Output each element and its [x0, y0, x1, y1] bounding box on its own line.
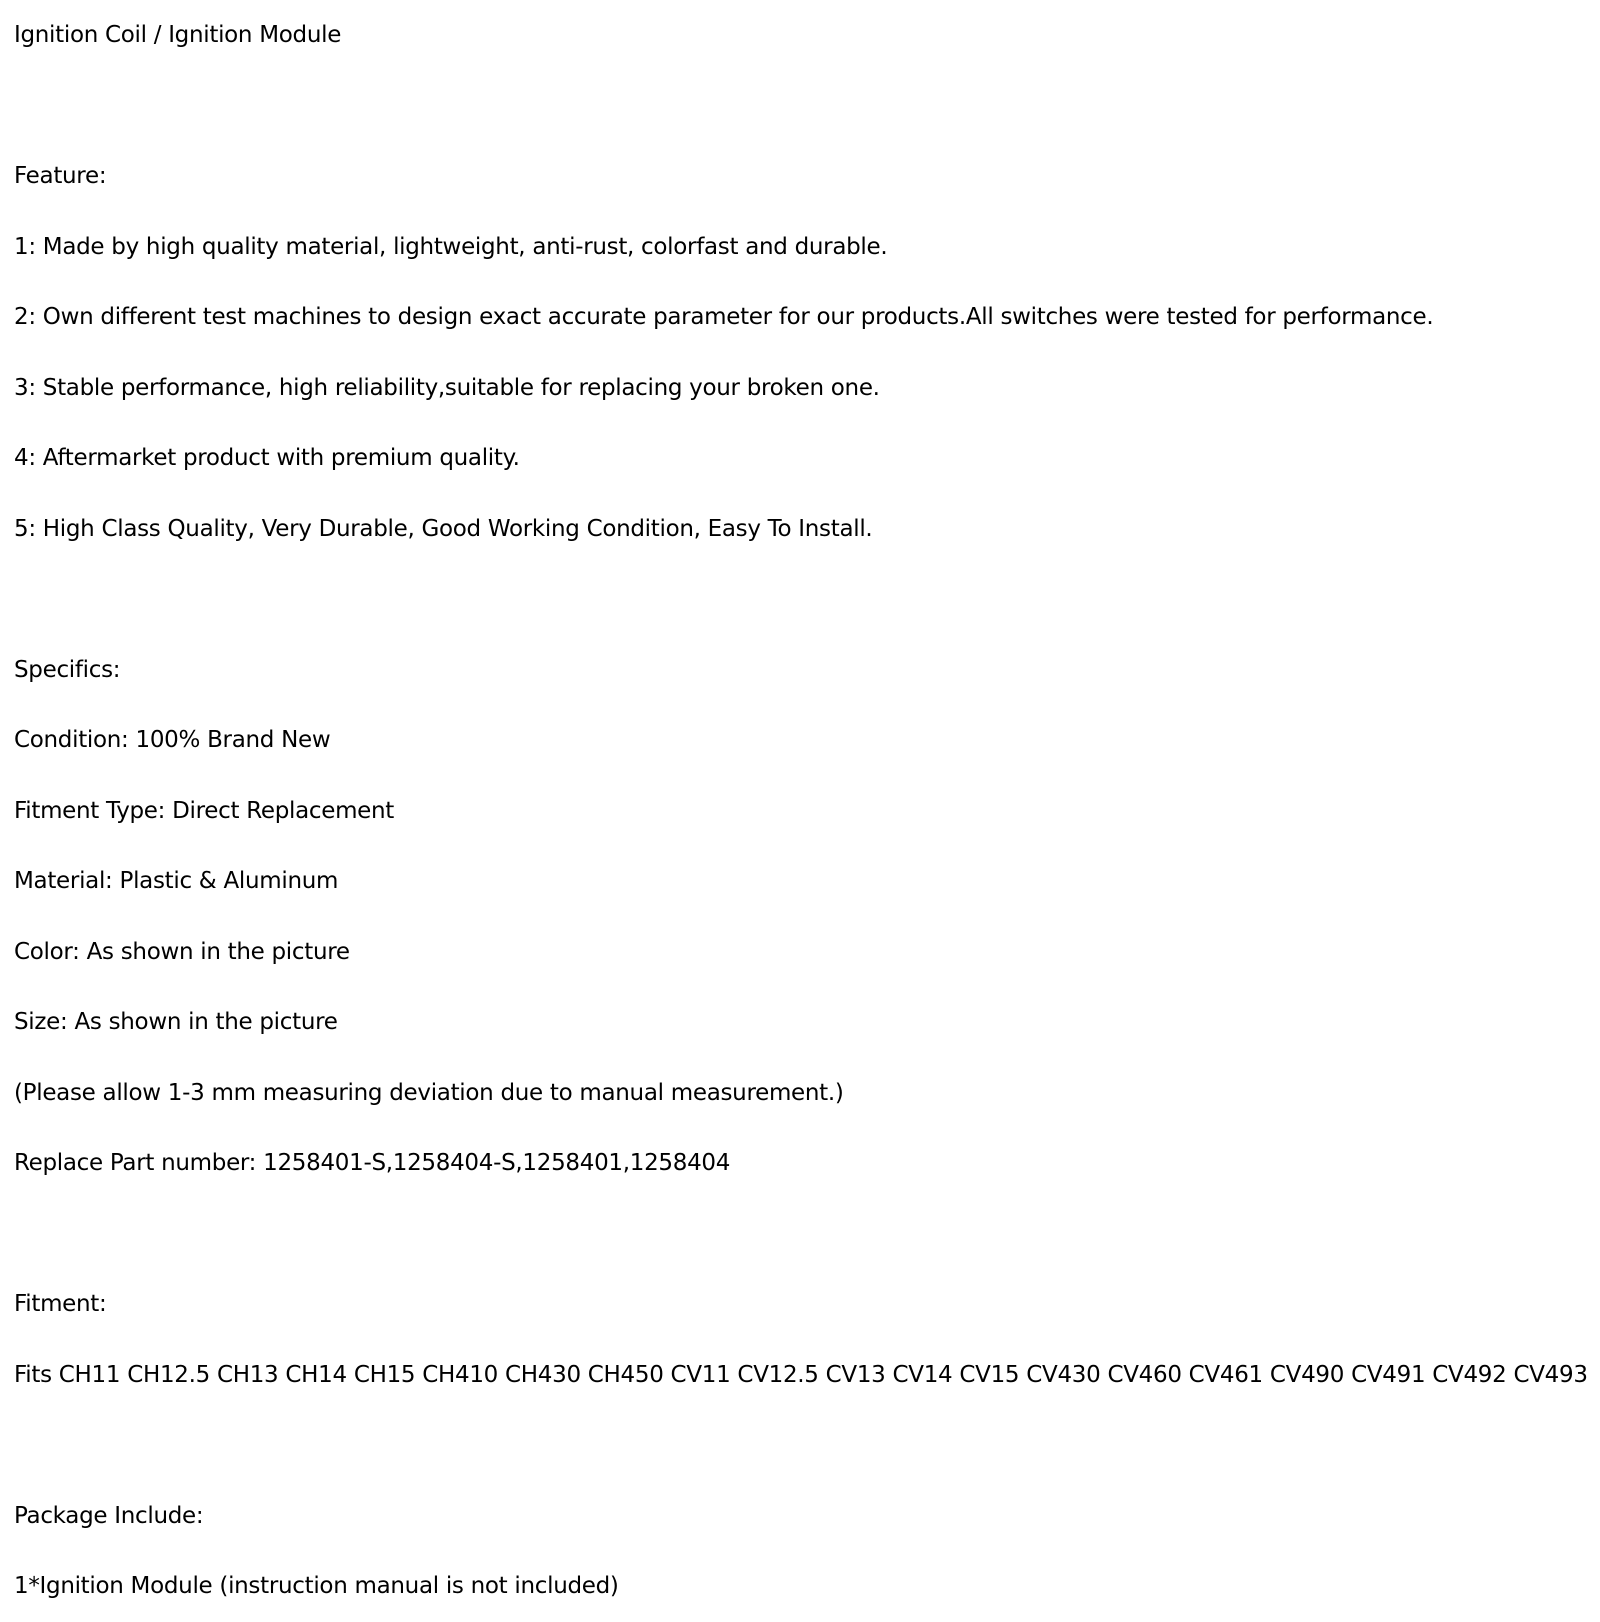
fitment-heading: Fitment:	[14, 1291, 107, 1317]
feature-item: 3: Stable performance, high reliability,suitable for replacing your broken one.	[14, 374, 880, 401]
feature-item: 5: High Class Quality, Very Durable, Good Working Condition, Easy To Install.	[14, 515, 873, 542]
specifics-item: Color: As shown in the picture	[14, 938, 350, 965]
spacer	[14, 1199, 1584, 1270]
feature-item: 1: Made by high quality material, lightweight, anti-rust, colorfast and durable.	[14, 233, 888, 260]
page-title: Ignition Coil / Ignition Module	[14, 22, 342, 48]
specifics-item: Condition: 100% Brand New	[14, 727, 331, 753]
spacer	[14, 71, 1584, 142]
feature-item: 2: Own different test machines to design exact accurate parameter for our products.All switches were tested for performance.	[14, 304, 1434, 330]
product-description	[14, 0, 1588, 1622]
specifics-item: Material: Plastic & Aluminum	[14, 868, 339, 894]
feature-item: 4: Aftermarket product with premium quality.	[14, 445, 520, 471]
specifics-item: Replace Part number: 1258401-S,1258404-S,1258401,1258404	[14, 1150, 731, 1176]
spacer	[14, 1410, 1584, 1481]
fitment-list: Fits CH11 CH12.5 CH13 CH14 CH15 CH410 CH430 CH450 CV11 CV12.5 CV13 CV14 CV15 CV430 CV460 CV461 CV490 CV491 CV492 CV493	[14, 1361, 1588, 1388]
specifics-heading: Specifics:	[14, 656, 121, 683]
specifics-item: Fitment Type: Direct Replacement	[14, 797, 395, 824]
feature-heading: Feature:	[14, 163, 107, 189]
package-heading: Package Include:	[14, 1502, 204, 1529]
spacer	[14, 564, 1584, 635]
package-contents: 1*Ignition Module (instruction manual is not included)	[14, 1573, 619, 1599]
specifics-item: (Please allow 1-3 mm measuring deviation due to manual measurement.)	[14, 1079, 844, 1106]
specifics-item: Size: As shown in the picture	[14, 1009, 338, 1035]
